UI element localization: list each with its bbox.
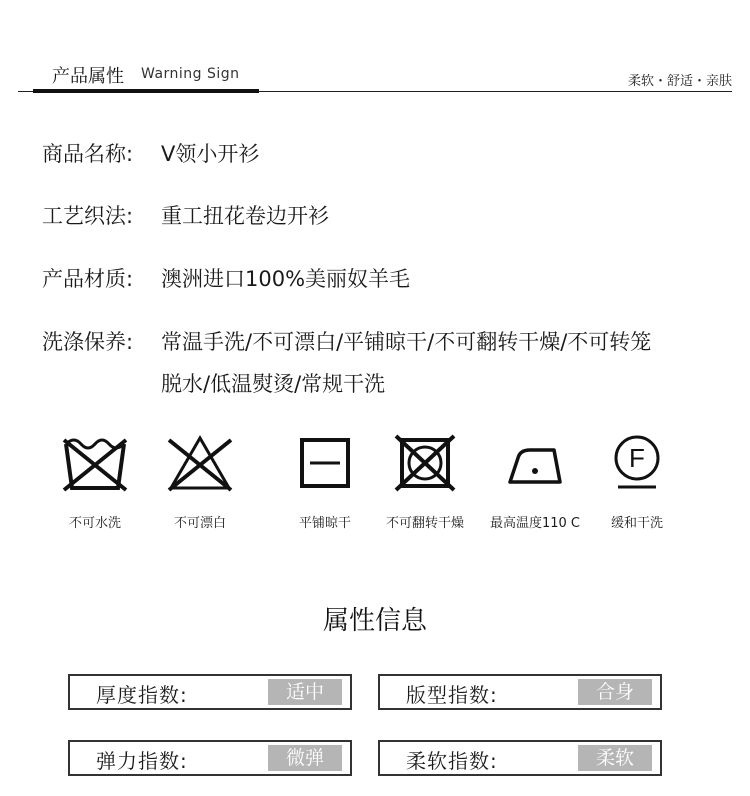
care-icon-item <box>480 432 590 531</box>
attribute-softness <box>378 740 662 776</box>
property-row-care <box>42 321 721 405</box>
care-icon-item <box>40 432 150 531</box>
do-not-bleach-icon <box>165 432 235 494</box>
property-row-material <box>42 264 410 294</box>
attribute-label: 厚度指数: <box>96 683 188 707</box>
care-icon-item <box>370 432 480 531</box>
property-value: V领小开衫 <box>161 142 260 166</box>
do-not-tumble-dry-icon <box>390 432 460 494</box>
care-icon-item <box>270 432 380 531</box>
attribute-value-badge: 合身 <box>578 679 652 705</box>
care-icon-item <box>582 432 692 531</box>
attribute-label: 柔软指数: <box>406 749 498 773</box>
care-icon-label: 不可水洗 <box>68 516 121 531</box>
header-subtitle: Warning Sign <box>141 66 240 82</box>
attribute-fit <box>378 674 662 710</box>
property-label: 产品材质: <box>42 267 134 291</box>
property-row-name <box>42 139 259 169</box>
care-instructions <box>161 321 721 405</box>
care-icon-label: 缓和干洗 <box>610 516 663 531</box>
property-label: 洗涤保养: <box>42 330 134 354</box>
care-icon-label: 不可漂白 <box>173 516 226 531</box>
do-not-wash-icon <box>60 432 130 494</box>
dry-clean-icon <box>602 432 672 494</box>
care-line-2: 脱水/低温熨烫/常规干洗 <box>161 372 386 396</box>
attribute-label: 版型指数: <box>406 683 498 707</box>
attribute-elasticity <box>68 740 352 776</box>
header-accent-bar <box>33 89 259 93</box>
attribute-thickness <box>68 674 352 710</box>
care-icon-label: 最高温度110 C <box>489 516 581 531</box>
attribute-value-badge: 适中 <box>268 679 342 705</box>
dry-flat-icon <box>290 432 360 494</box>
property-label: 商品名称: <box>42 142 134 166</box>
care-line-1: 常温手洗/不可漂白/平铺晾干/不可翻转干燥/不可转笼 <box>161 330 652 354</box>
header <box>0 0 750 100</box>
attribute-label: 弹力指数: <box>96 749 188 773</box>
care-icons-row <box>40 432 720 532</box>
header-tagline: 柔软・舒适・亲肤 <box>627 74 732 89</box>
care-icon-item <box>145 432 255 531</box>
attribute-value-badge: 微弹 <box>268 745 342 771</box>
property-label: 工艺织法: <box>42 204 134 228</box>
dry-clean-letter: F <box>629 443 645 473</box>
iron-icon <box>500 432 570 494</box>
attribute-value-badge: 柔软 <box>578 745 652 771</box>
care-icon-label: 不可翻转干燥 <box>385 516 464 531</box>
property-value: 重工扭花卷边开衫 <box>161 204 329 228</box>
property-row-craft <box>42 201 329 231</box>
header-title: 产品属性 <box>52 66 124 87</box>
care-icon-label: 平铺晾干 <box>298 516 351 531</box>
attributes-title: 属性信息 <box>322 606 427 636</box>
property-value: 澳洲进口100%美丽奴羊毛 <box>161 267 411 291</box>
